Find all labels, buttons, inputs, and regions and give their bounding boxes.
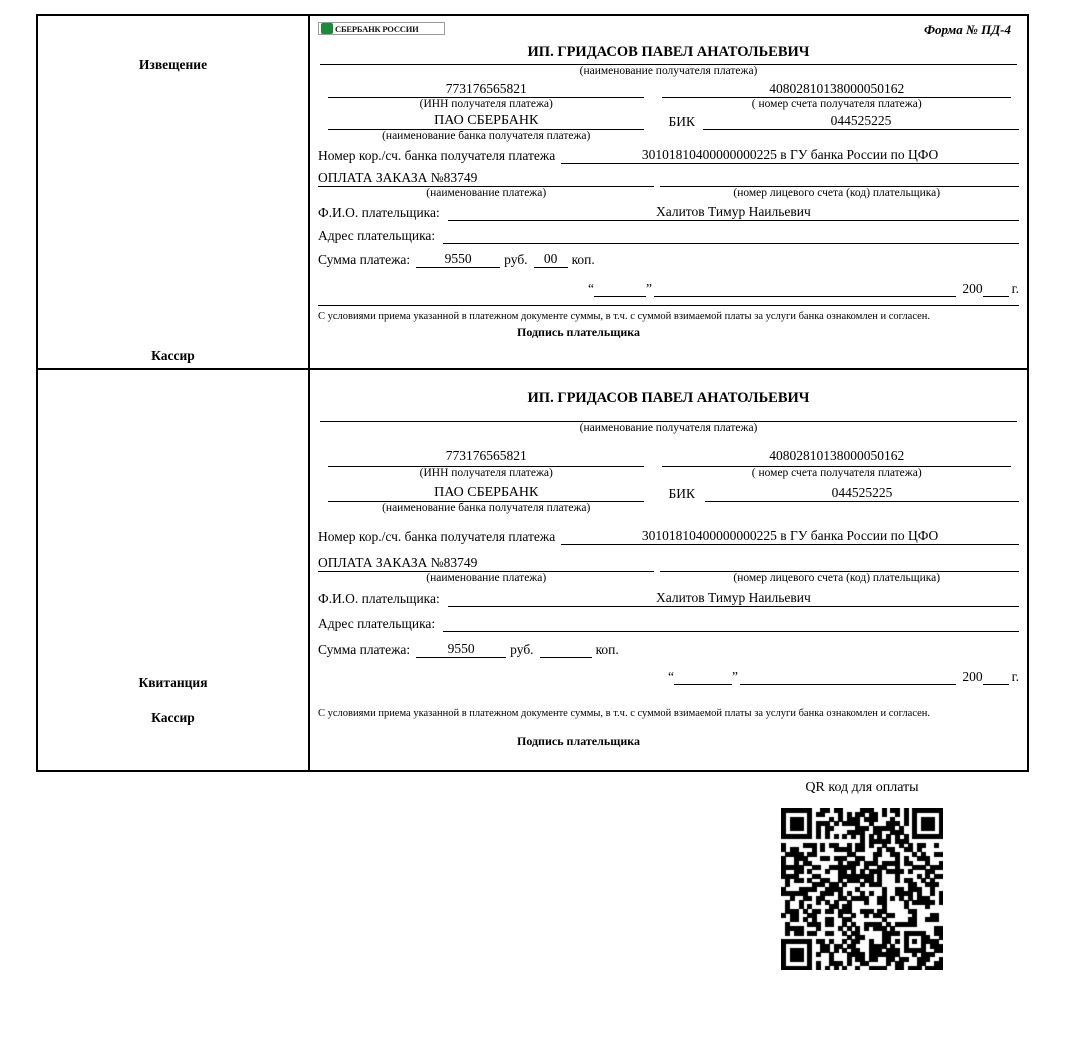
qr-code-image [775,802,949,976]
receipt-day-blank [674,668,732,685]
qr-canvas [781,808,943,970]
receipt-address-label: Адрес плательщика: [318,616,436,631]
receipt-payer-label: Ф.И.О. плательщика: [318,591,440,606]
notice-corr-value: 30101810400000000225 в ГУ банка России по ЦФО [561,147,1019,164]
receipt-month-blank [740,668,956,685]
notice-section [38,16,1027,370]
notice-payee-caption: (наименование получателя платежа) [579,65,758,77]
receipt-rub-label: руб. [510,642,534,657]
notice-day-blank [594,280,646,297]
notice-kop-label: коп. [571,252,595,267]
notice-month-blank [654,280,956,297]
receipt-purpose-caption: (наименование платежа) [426,572,547,584]
receipt-account-value: 40802810138000050162 [769,448,905,463]
receipt-amount-label: Сумма платежа: [318,642,411,657]
receipt-inn-caption: (ИНН получателя платежа) [419,467,553,479]
receipt-bank-name: ПАО СБЕРБАНК [434,485,539,500]
receipt-year-suffix: г. [1011,669,1019,684]
notice-year-prefix: 200 [962,281,983,296]
notice-right-column [310,16,1027,368]
receipt-left-column [38,370,310,770]
receipt-right-column [310,370,1027,770]
receipt-corr-label: Номер кор./сч. банка получателя платежа [318,529,556,544]
notice-cashier-label: Кассир [151,348,195,363]
receipt-year-blank [983,668,1009,685]
notice-side-label: Извещение [138,57,208,72]
receipt-date-quote-close: ” [732,669,738,684]
notice-address-label: Адрес плательщика: [318,228,436,243]
sberbank-mark-icon [321,23,333,34]
receipt-purpose: ОПЛАТА ЗАКАЗА №83749 [318,555,478,570]
receipt-payer-value: Халитов Тимур Наильевич [448,590,1019,607]
notice-bank-caption: (наименование банка получателя платежа) [382,130,591,142]
notice-bank-name: ПАО СБЕРБАНК [434,113,539,128]
receipt-bik-value: 044525225 [705,485,1019,502]
receipt-amount-kop [540,657,592,658]
sberbank-logo-text: СБЕРБАНК РОССИИ [335,23,419,34]
notice-signature-title: Подпись плательщика [517,325,640,340]
receipt-terms-text: С условиями приема указанной в платежном документе суммы, в т.ч. с суммой взимаемой платы за услуги банка ознакомлен и согласен. [318,708,931,719]
form-number: Форма № ПД-4 [923,22,1011,37]
qr-title: QR код для оплаты [805,780,919,795]
receipt-account-caption: ( номер счета получателя платежа) [751,467,922,479]
notice-purpose: ОПЛАТА ЗАКАЗА №83749 [318,170,478,185]
notice-year-suffix: г. [1011,281,1019,296]
notice-amount-label: Сумма платежа: [318,252,411,267]
notice-corr-label: Номер кор./сч. банка получателя платежа [318,148,556,163]
notice-bik-label: БИК [668,114,695,129]
notice-amount-kop: 00 [534,251,568,268]
notice-amount-rub: 9550 [416,251,500,268]
notice-terms-rule [318,305,1019,306]
receipt-signature-title: Подпись плательщика [517,734,640,749]
receipt-payee-name: ИП. ГРИДАСОВ ПАВЕЛ АНАТОЛЬЕВИЧ [527,390,810,406]
notice-date-quote-open: “ [588,281,594,296]
notice-inn-caption: (ИНН получателя платежа) [419,98,553,110]
receipt-address-value [443,617,1019,632]
notice-address-value [443,229,1019,244]
notice-purpose-caption: (наименование платежа) [426,187,547,199]
notice-personal-account-caption: (номер лицевого счета (код) плательщика) [733,187,941,199]
notice-terms-text: С условиями приема указанной в платежном документе суммы, в т.ч. с суммой взимаемой платы за услуги банка ознакомлен и согласен. [318,311,931,322]
notice-payer-label: Ф.И.О. плательщика: [318,205,440,220]
receipt-bik-label: БИК [668,486,695,501]
notice-rub-label: руб. [504,252,528,267]
receipt-personal-account-caption: (номер лицевого счета (код) плательщика) [733,572,941,584]
notice-bik-value: 044525225 [703,113,1019,130]
receipt-amount-rub: 9550 [416,641,506,658]
notice-account-value: 40802810138000050162 [769,81,905,96]
receipt-date-quote-open: “ [668,669,674,684]
notice-year-blank [983,280,1009,297]
receipt-year-prefix: 200 [962,669,983,684]
notice-inn-value: 773176565821 [445,81,527,96]
receipt-cashier-label: Кассир [151,710,195,725]
receipt-side-label: Квитанция [138,675,208,690]
receipt-kop-label: коп. [595,642,619,657]
receipt-bank-caption: (наименование банка получателя платежа) [382,502,591,514]
payment-form [36,14,1029,772]
notice-date-quote-close: ” [646,281,652,296]
notice-header-row [318,22,1019,38]
notice-left-column [38,16,310,368]
notice-payer-value: Халитов Тимур Наильевич [448,204,1019,221]
qr-section [772,780,952,976]
sberbank-logo-icon [318,22,445,35]
notice-payee-name: ИП. ГРИДАСОВ ПАВЕЛ АНАТОЛЬЕВИЧ [527,44,810,60]
receipt-section [38,370,1027,770]
receipt-inn-value: 773176565821 [445,448,527,463]
receipt-corr-value: 30101810400000000225 в ГУ банка России по ЦФО [561,528,1019,545]
notice-account-caption: ( номер счета получателя платежа) [751,98,922,110]
receipt-payee-caption: (наименование получателя платежа) [579,422,758,434]
